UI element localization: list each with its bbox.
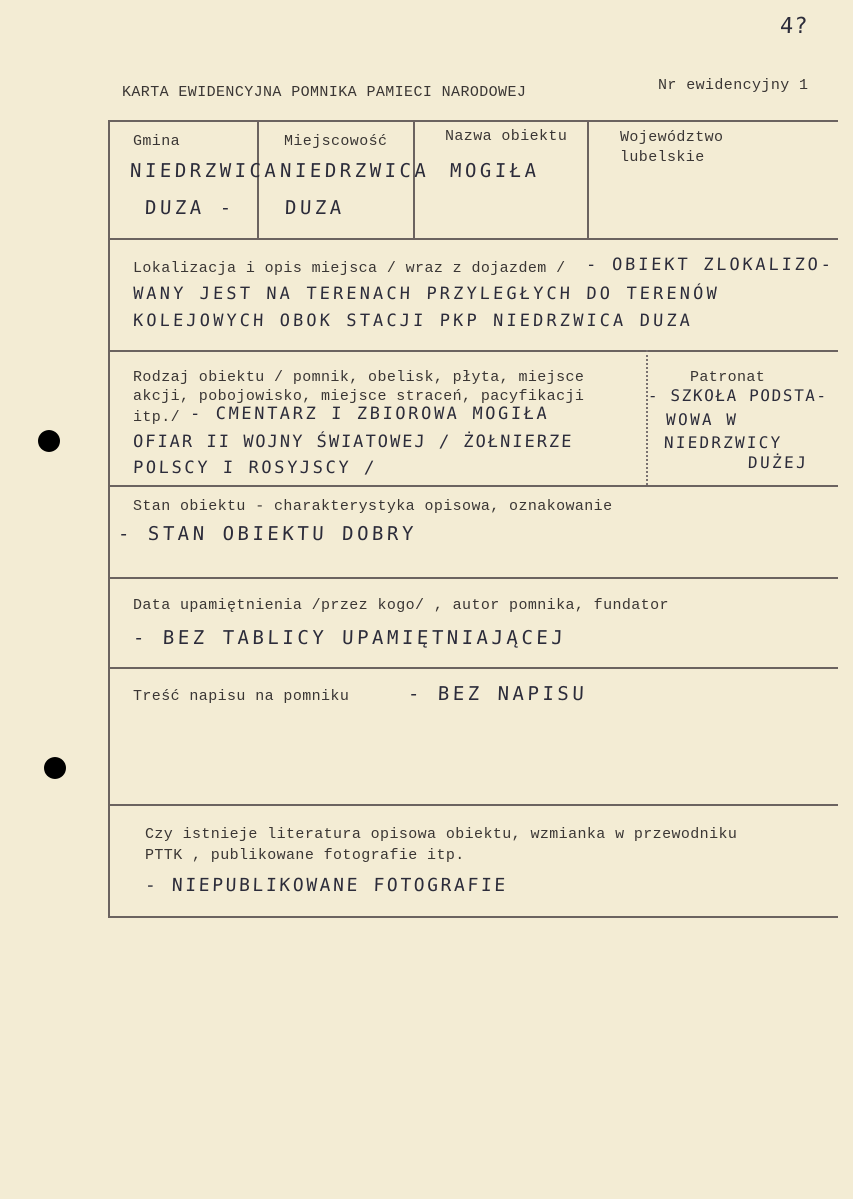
row-divider-2 bbox=[108, 350, 838, 352]
row-divider-1 bbox=[108, 238, 838, 240]
table-top-border bbox=[108, 120, 838, 122]
col-divider-3 bbox=[587, 120, 589, 238]
rodzaj-value-line2: OFIAR II WOJNY ŚWIATOWEJ / ŻOŁNIERZE bbox=[132, 432, 574, 452]
tresc-label: Treść napisu na pomniku bbox=[133, 688, 350, 705]
rodzaj-value-line3: POLSCY I ROSYJSCY / bbox=[132, 458, 378, 478]
rodzaj-label-line3: itp./ bbox=[133, 409, 181, 426]
literatura-value: - NIEPUBLIKOWANE FOTOGRAFIE bbox=[144, 875, 509, 896]
row-divider-3 bbox=[108, 485, 838, 487]
row-divider-5 bbox=[108, 667, 838, 669]
literatura-label-line1: Czy istnieje literatura opisowa obiektu, wzmianka w przewodniku bbox=[145, 826, 738, 843]
miejscowosc-value-line1: NIEDRZWICA bbox=[279, 160, 430, 182]
miejscowosc-value-line2: DUZA bbox=[284, 197, 346, 219]
gmina-label: Gmina bbox=[133, 133, 181, 150]
lokalizacja-value-line1: - OBIEKT ZLOKALIZO- bbox=[585, 255, 835, 275]
rodzaj-label-line1: Rodzaj obiektu / pomnik, obelisk, płyta, miejsce bbox=[133, 369, 585, 386]
corner-mark: 4? bbox=[779, 14, 809, 39]
patronat-value-line2: WOWA W bbox=[665, 410, 739, 429]
wojewodztwo-value: lubelskie bbox=[620, 149, 705, 166]
lokalizacja-value-line3: KOLEJOWYCH OBOK STACJI PKP NIEDRZWICA DUZA bbox=[132, 311, 694, 331]
tresc-value: - BEZ NAPISU bbox=[407, 683, 588, 705]
punch-hole-bottom bbox=[44, 757, 66, 779]
wojewodztwo-label: Województwo bbox=[620, 129, 724, 146]
registry-number: Nr ewidencyjny 1 bbox=[658, 77, 809, 94]
stan-label: Stan obiektu - charakterystyka opisowa, oznakowanie bbox=[133, 498, 613, 515]
nazwa-value: MOGIŁA bbox=[449, 160, 541, 182]
patronat-label: Patronat bbox=[690, 369, 766, 386]
patronat-value-line3: NIEDRZWICY bbox=[663, 433, 783, 452]
patronat-value-line4: DUŻEJ bbox=[747, 453, 809, 472]
card-title: KARTA EWIDENCYJNA POMNIKA PAMIECI NARODOWEJ bbox=[122, 84, 527, 101]
miejscowosc-label: Miejscowość bbox=[284, 133, 388, 150]
row-divider-6 bbox=[108, 804, 838, 806]
data-upamietnienia-label: Data upamiętnienia /przez kogo/ , autor pomnika, fundator bbox=[133, 597, 669, 614]
lokalizacja-value-line2: WANY JEST NA TERENACH PRZYLEGŁYCH DO TERENÓW bbox=[132, 284, 721, 304]
row-divider-4 bbox=[108, 577, 838, 579]
literatura-label-line2: PTTK , publikowane fotografie itp. bbox=[145, 847, 465, 864]
nazwa-label: Nazwa obiektu bbox=[445, 128, 568, 145]
punch-hole-top bbox=[38, 430, 60, 452]
data-upamietnienia-value: - BEZ TABLICY UPAMIĘTNIAJĄCEJ bbox=[132, 627, 567, 649]
gmina-value-line2: DUZA - bbox=[144, 197, 236, 219]
patronat-divider bbox=[646, 350, 648, 485]
table-bottom-border bbox=[108, 916, 838, 918]
lokalizacja-label: Lokalizacja i opis miejsca / wraz z dojazdem / bbox=[133, 260, 566, 277]
rodzaj-label-line2: akcji, pobojowisko, miejsce straceń, pacyfikacji bbox=[133, 388, 585, 405]
stan-value: - STAN OBIEKTU DOBRY bbox=[117, 523, 418, 545]
rodzaj-value-line1: - CMENTARZ I ZBIOROWA MOGIŁA bbox=[189, 404, 550, 424]
gmina-value-line1: NIEDRZWICA bbox=[129, 160, 280, 182]
patronat-value-line1: - SZKOŁA PODSTA- bbox=[647, 386, 829, 405]
